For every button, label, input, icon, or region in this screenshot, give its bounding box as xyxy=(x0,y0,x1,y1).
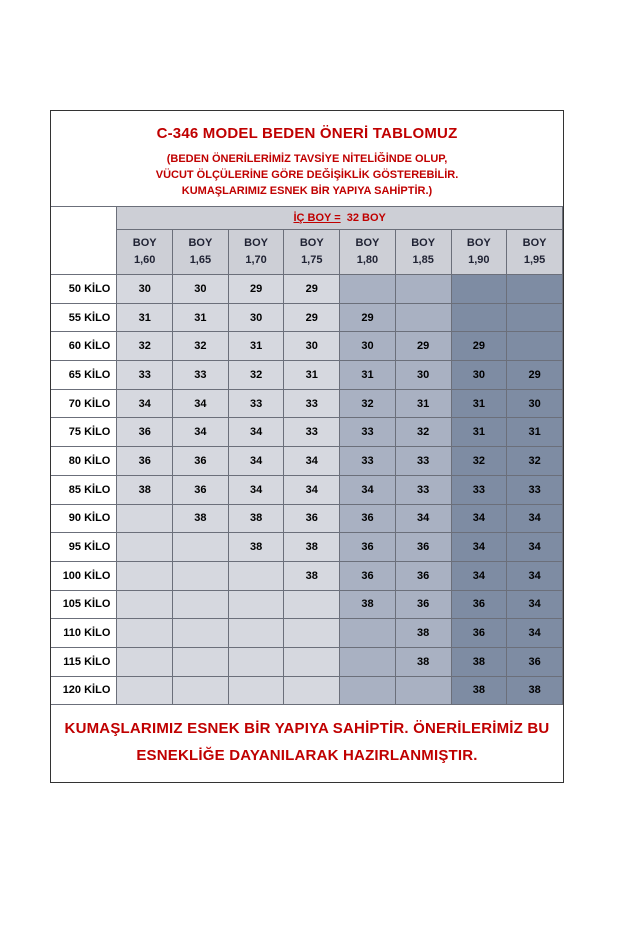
size-cell: 30 xyxy=(507,389,563,418)
size-cell: 31 xyxy=(507,418,563,447)
size-cell: 36 xyxy=(117,418,173,447)
size-cell: 31 xyxy=(228,332,284,361)
size-cell xyxy=(340,619,396,648)
size-cell: 31 xyxy=(451,389,507,418)
size-cell: 32 xyxy=(507,447,563,476)
size-cell xyxy=(228,647,284,676)
table-row xyxy=(51,275,563,304)
size-cell xyxy=(284,590,340,619)
size-cell: 34 xyxy=(451,533,507,562)
size-cell: 33 xyxy=(340,447,396,476)
height-header-8 xyxy=(507,230,563,275)
size-cell: 36 xyxy=(451,619,507,648)
table-row xyxy=(51,533,563,562)
size-cell: 38 xyxy=(340,590,396,619)
footer-line-2: ESNEKLİĞE DAYANILARAK HAZIRLANMIŞTIR. xyxy=(136,747,478,764)
table-row xyxy=(51,361,563,390)
weight-label: 65 KİLO xyxy=(51,361,117,390)
size-cell: 31 xyxy=(117,303,173,332)
size-cell: 34 xyxy=(507,619,563,648)
size-cell: 31 xyxy=(340,361,396,390)
weight-label: 50 KİLO xyxy=(51,275,117,304)
size-cell: 33 xyxy=(117,361,173,390)
height-header-row xyxy=(51,230,563,275)
size-cell: 32 xyxy=(340,389,396,418)
size-cell: 36 xyxy=(395,590,451,619)
table-row xyxy=(51,590,563,619)
chart-title: C-346 MODEL BEDEN ÖNERİ TABLOMUZ xyxy=(156,125,458,142)
size-cell xyxy=(451,275,507,304)
size-cell xyxy=(340,275,396,304)
table-row xyxy=(51,418,563,447)
size-cell: 34 xyxy=(173,418,229,447)
weight-label: 60 KİLO xyxy=(51,332,117,361)
size-cell: 34 xyxy=(451,504,507,533)
inseam-header xyxy=(117,207,563,230)
weight-label: 85 KİLO xyxy=(51,475,117,504)
table-corner xyxy=(51,207,117,275)
size-cell: 33 xyxy=(284,418,340,447)
size-cell: 29 xyxy=(340,303,396,332)
weight-label: 115 KİLO xyxy=(51,647,117,676)
size-cell xyxy=(451,303,507,332)
size-cell xyxy=(117,504,173,533)
subtitle-line-2: VÜCUT ÖLÇÜLERİNE GÖRE DEĞİŞİKLİK GÖSTEREBİLİR. xyxy=(155,169,459,181)
size-cell xyxy=(117,619,173,648)
size-cell: 30 xyxy=(340,332,396,361)
height-header-value: 1,65 xyxy=(189,254,212,266)
height-header-2 xyxy=(173,230,229,275)
size-cell: 34 xyxy=(395,504,451,533)
height-header-top: BOY xyxy=(466,237,491,249)
size-cell: 36 xyxy=(340,561,396,590)
table-row xyxy=(51,561,563,590)
size-cell: 29 xyxy=(395,332,451,361)
table-row xyxy=(51,475,563,504)
size-cell: 34 xyxy=(284,475,340,504)
height-header-value: 1,70 xyxy=(245,254,267,266)
size-cell: 31 xyxy=(284,361,340,390)
size-cell xyxy=(173,647,229,676)
size-cell xyxy=(507,275,563,304)
size-cell: 38 xyxy=(395,619,451,648)
size-cell xyxy=(117,590,173,619)
size-cell xyxy=(173,619,229,648)
size-cell xyxy=(228,676,284,705)
height-header-value: 1,60 xyxy=(134,254,156,266)
height-header-3 xyxy=(228,230,284,275)
size-cell xyxy=(395,676,451,705)
size-cell xyxy=(228,561,284,590)
footer-note xyxy=(51,715,563,769)
subtitle-line-1: (BEDEN ÖNERİLERİMİZ TAVSİYE NİTELİĞİNDE OLUP, xyxy=(166,153,448,165)
size-cell: 34 xyxy=(117,389,173,418)
table-row xyxy=(51,504,563,533)
size-cell: 34 xyxy=(228,475,284,504)
size-cell: 29 xyxy=(228,275,284,304)
size-cell: 34 xyxy=(507,504,563,533)
size-cell: 34 xyxy=(507,533,563,562)
table-row xyxy=(51,447,563,476)
size-cell: 36 xyxy=(117,447,173,476)
height-header-top: BOY xyxy=(299,237,324,249)
size-cell xyxy=(173,676,229,705)
size-cell: 33 xyxy=(228,389,284,418)
height-header-5 xyxy=(340,230,396,275)
size-cell: 30 xyxy=(117,275,173,304)
size-table xyxy=(51,206,563,705)
height-header-top: BOY xyxy=(355,237,380,249)
size-cell xyxy=(284,676,340,705)
size-cell: 33 xyxy=(173,361,229,390)
size-cell: 38 xyxy=(284,561,340,590)
size-cell: 36 xyxy=(395,561,451,590)
height-header-4 xyxy=(284,230,340,275)
weight-label: 105 KİLO xyxy=(51,590,117,619)
table-row xyxy=(51,332,563,361)
size-cell: 32 xyxy=(228,361,284,390)
size-cell: 29 xyxy=(284,303,340,332)
size-cell: 34 xyxy=(507,590,563,619)
size-cell xyxy=(340,676,396,705)
size-cell: 36 xyxy=(395,533,451,562)
size-cell: 32 xyxy=(395,418,451,447)
height-header-top: BOY xyxy=(522,237,547,249)
size-cell: 36 xyxy=(340,533,396,562)
size-cell: 36 xyxy=(284,504,340,533)
weight-label: 120 KİLO xyxy=(51,676,117,705)
size-cell: 38 xyxy=(451,676,507,705)
weight-label: 55 KİLO xyxy=(51,303,117,332)
size-cell: 29 xyxy=(507,361,563,390)
size-cell xyxy=(173,561,229,590)
weight-label: 110 KİLO xyxy=(51,619,117,648)
size-cell xyxy=(340,647,396,676)
table-row xyxy=(51,389,563,418)
size-cell xyxy=(117,561,173,590)
size-cell xyxy=(284,647,340,676)
size-cell xyxy=(117,676,173,705)
size-cell: 36 xyxy=(507,647,563,676)
size-cell: 38 xyxy=(395,647,451,676)
size-cell xyxy=(173,590,229,619)
size-cell: 36 xyxy=(340,504,396,533)
size-cell xyxy=(173,533,229,562)
size-cell: 34 xyxy=(228,418,284,447)
size-cell: 36 xyxy=(173,475,229,504)
size-cell: 29 xyxy=(451,332,507,361)
size-cell xyxy=(395,303,451,332)
size-cell: 32 xyxy=(173,332,229,361)
weight-label: 75 KİLO xyxy=(51,418,117,447)
size-cell: 30 xyxy=(395,361,451,390)
height-header-top: BOY xyxy=(244,237,269,249)
size-cell: 33 xyxy=(395,475,451,504)
size-cell: 30 xyxy=(228,303,284,332)
height-header-1 xyxy=(117,230,173,275)
height-header-top: BOY xyxy=(188,237,213,249)
size-cell: 30 xyxy=(284,332,340,361)
size-cell: 32 xyxy=(451,447,507,476)
size-cell: 34 xyxy=(173,389,229,418)
footer-line-1: KUMAŞLARIMIZ ESNEK BİR YAPIYA SAHİPTİR. ÖNERİLERİMİZ BU xyxy=(64,720,550,737)
size-cell: 32 xyxy=(117,332,173,361)
height-header-top: BOY xyxy=(132,237,157,249)
height-header-top: BOY xyxy=(411,237,436,249)
height-header-value: 1,95 xyxy=(523,254,546,266)
inseam-value: 32 BOY xyxy=(346,212,386,224)
size-cell: 38 xyxy=(228,533,284,562)
size-cell: 38 xyxy=(451,647,507,676)
size-cell: 33 xyxy=(395,447,451,476)
size-cell xyxy=(395,275,451,304)
size-cell: 36 xyxy=(451,590,507,619)
size-cell: 31 xyxy=(173,303,229,332)
size-cell: 34 xyxy=(340,475,396,504)
height-header-value: 1,75 xyxy=(301,254,323,266)
size-cell: 31 xyxy=(451,418,507,447)
size-cell xyxy=(284,619,340,648)
size-cell xyxy=(507,303,563,332)
size-chart-sheet xyxy=(50,110,564,783)
size-cell xyxy=(117,533,173,562)
subtitle-line-3: KUMAŞLARIMIZ ESNEK BİR YAPIYA SAHİPTİR.) xyxy=(181,185,433,197)
size-cell: 30 xyxy=(173,275,229,304)
height-header-value: 1,80 xyxy=(356,254,379,266)
size-cell: 30 xyxy=(451,361,507,390)
size-cell: 38 xyxy=(173,504,229,533)
size-cell: 34 xyxy=(228,447,284,476)
weight-label: 100 KİLO xyxy=(51,561,117,590)
size-cell: 38 xyxy=(228,504,284,533)
size-cell: 29 xyxy=(284,275,340,304)
height-header-6 xyxy=(395,230,451,275)
size-cell: 33 xyxy=(507,475,563,504)
size-cell xyxy=(507,332,563,361)
size-cell: 33 xyxy=(451,475,507,504)
height-header-value: 1,85 xyxy=(412,254,434,266)
weight-label: 95 KİLO xyxy=(51,533,117,562)
size-cell xyxy=(117,647,173,676)
height-header-7 xyxy=(451,230,507,275)
size-cell: 33 xyxy=(284,389,340,418)
size-cell: 34 xyxy=(507,561,563,590)
size-cell: 34 xyxy=(284,447,340,476)
size-cell: 36 xyxy=(173,447,229,476)
weight-label: 90 KİLO xyxy=(51,504,117,533)
table-row xyxy=(51,303,563,332)
size-cell: 33 xyxy=(340,418,396,447)
table-row xyxy=(51,619,563,648)
size-cell: 31 xyxy=(395,389,451,418)
size-cell: 38 xyxy=(284,533,340,562)
weight-label: 80 KİLO xyxy=(51,447,117,476)
table-row xyxy=(51,647,563,676)
size-cell: 38 xyxy=(117,475,173,504)
table-row xyxy=(51,676,563,705)
size-cell: 34 xyxy=(451,561,507,590)
size-cell xyxy=(228,619,284,648)
inseam-label: İÇ BOY = xyxy=(293,212,341,224)
title-block xyxy=(51,111,563,206)
height-header-value: 1,90 xyxy=(468,254,490,266)
size-cell xyxy=(228,590,284,619)
size-cell: 38 xyxy=(507,676,563,705)
weight-label: 70 KİLO xyxy=(51,389,117,418)
